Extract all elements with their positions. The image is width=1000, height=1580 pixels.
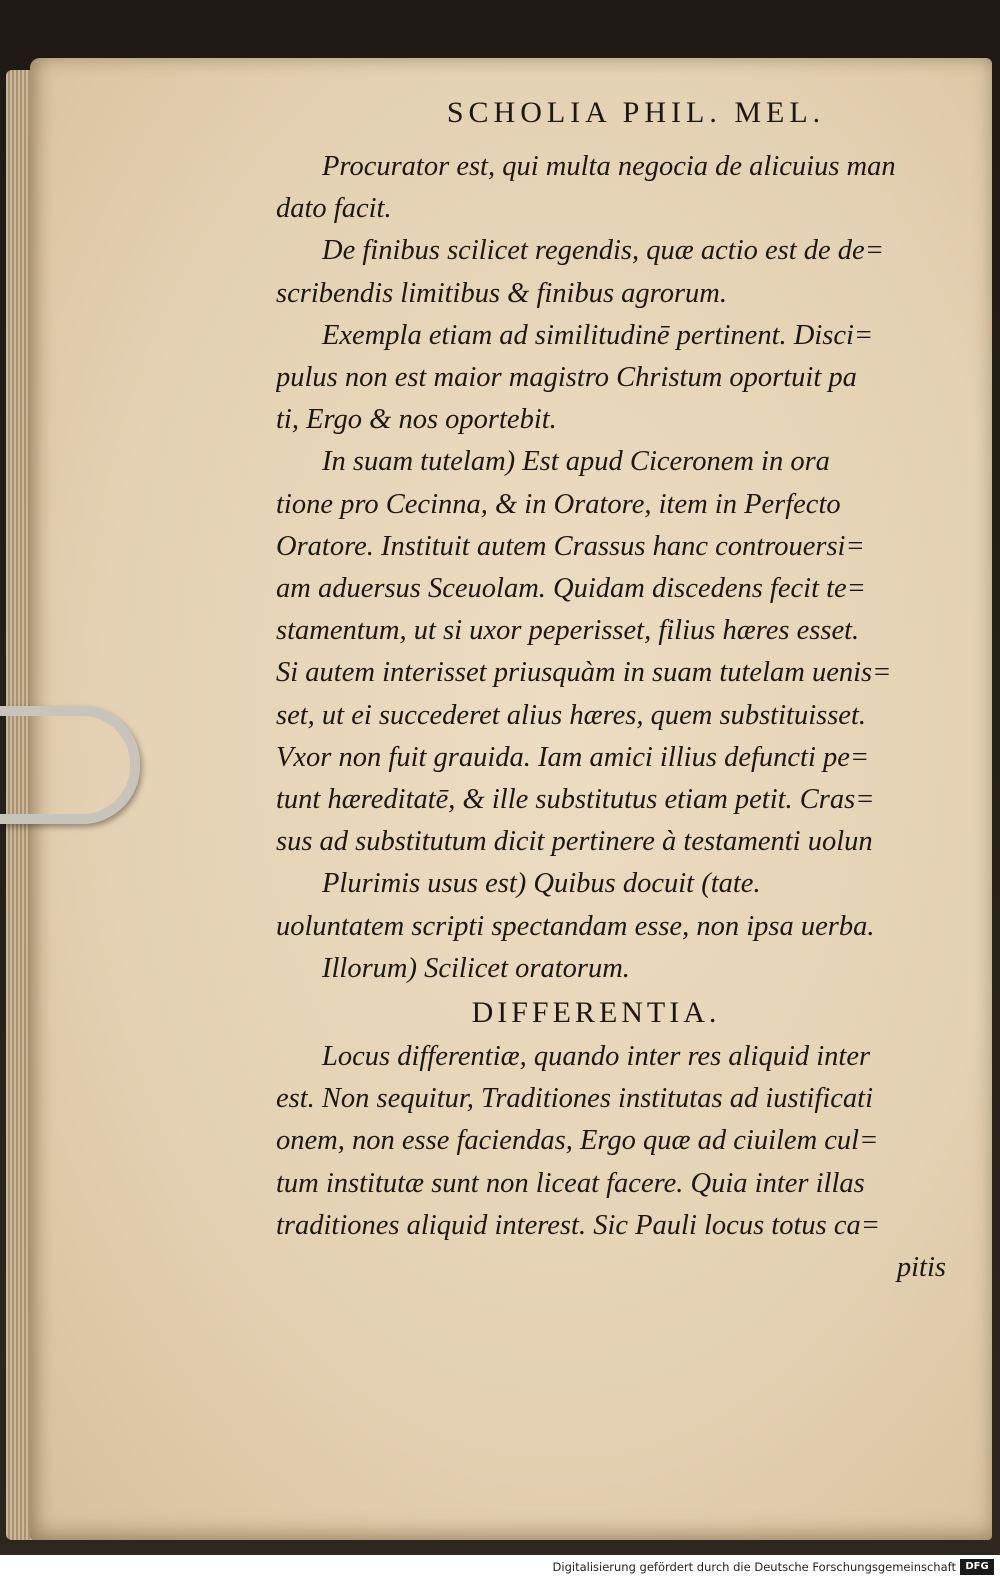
page-clip <box>0 706 140 824</box>
catchword: pitis <box>896 1252 946 1284</box>
text-line: Locus differentiæ, quando inter res aliquid inter <box>322 1041 871 1073</box>
text-line: ti, Ergo & nos oportebit. <box>276 404 557 436</box>
text-line: Vxor non fuit grauida. Iam amici illius defuncti pe= <box>276 741 870 773</box>
text-line: Si autem interisset priusquàm in suam tutelam uenis= <box>276 657 892 689</box>
footer-bar <box>0 1555 1000 1580</box>
text-line: dato facit. <box>276 193 392 225</box>
funding-credit: Digitalisierung gefördert durch die Deutsche Forschungsgemeinschaft <box>552 1560 956 1574</box>
text-line: Procurator est, qui multa negocia de alicuius man <box>322 151 896 182</box>
text-line: Illorum) Scilicet oratorum. <box>322 952 630 984</box>
section-text <box>276 1036 956 1247</box>
text-line: tunt hæreditatē, & ille substitutus etiam petit. Cras= <box>276 784 875 816</box>
text-line: sus ad substitutum dicit pertinere à testamenti uolun <box>276 826 873 858</box>
section-heading: DIFFERENTIA. <box>471 996 721 1030</box>
text-line: scribendis limitibus & finibus agrorum. <box>276 277 728 309</box>
dfg-logo: DFG <box>960 1559 994 1575</box>
body-text <box>276 146 956 990</box>
text-line: In suam tutelam) Est apud Ciceronem in ora <box>322 446 830 478</box>
text-line: tum institutæ sunt non liceat facere. Quia inter illas <box>276 1167 865 1199</box>
text-line: tione pro Cecinna, & in Oratore, item in Perfecto <box>276 488 841 520</box>
text-line: uoluntatem scripti spectandam esse, non ipsa uerba. <box>276 910 875 942</box>
text-line: Oratore. Instituit autem Crassus hanc controuersi= <box>276 530 865 562</box>
text-line: pulus non est maior magistro Christum oportuit pa <box>276 362 857 394</box>
text-line: am aduersus Sceuolam. Quidam discedens fecit te= <box>276 573 866 605</box>
text-line: traditiones aliquid interest. Sic Pauli locus totus ca= <box>276 1209 880 1241</box>
text-line: Exempla etiam ad similitudinē pertinent. Disci= <box>322 319 874 351</box>
text-line: De finibus scilicet regendis, quæ actio est de de= <box>322 235 884 267</box>
page-text <box>276 96 956 1289</box>
running-head: SCHOLIA PHIL. MEL. <box>446 96 826 129</box>
text-line: stamentum, ut si uxor peperisset, filius hæres esset. <box>276 615 860 647</box>
text-line: Plurimis usus est) Quibus docuit (tate. <box>322 868 761 900</box>
text-line: est. Non sequitur, Traditiones institutas ad iustificati <box>276 1083 873 1115</box>
text-line: set, ut ei succederet alius hæres, quem substituisset. <box>276 699 866 731</box>
text-line: onem, non esse faciendas, Ergo quæ ad ciuilem cul= <box>276 1125 879 1157</box>
